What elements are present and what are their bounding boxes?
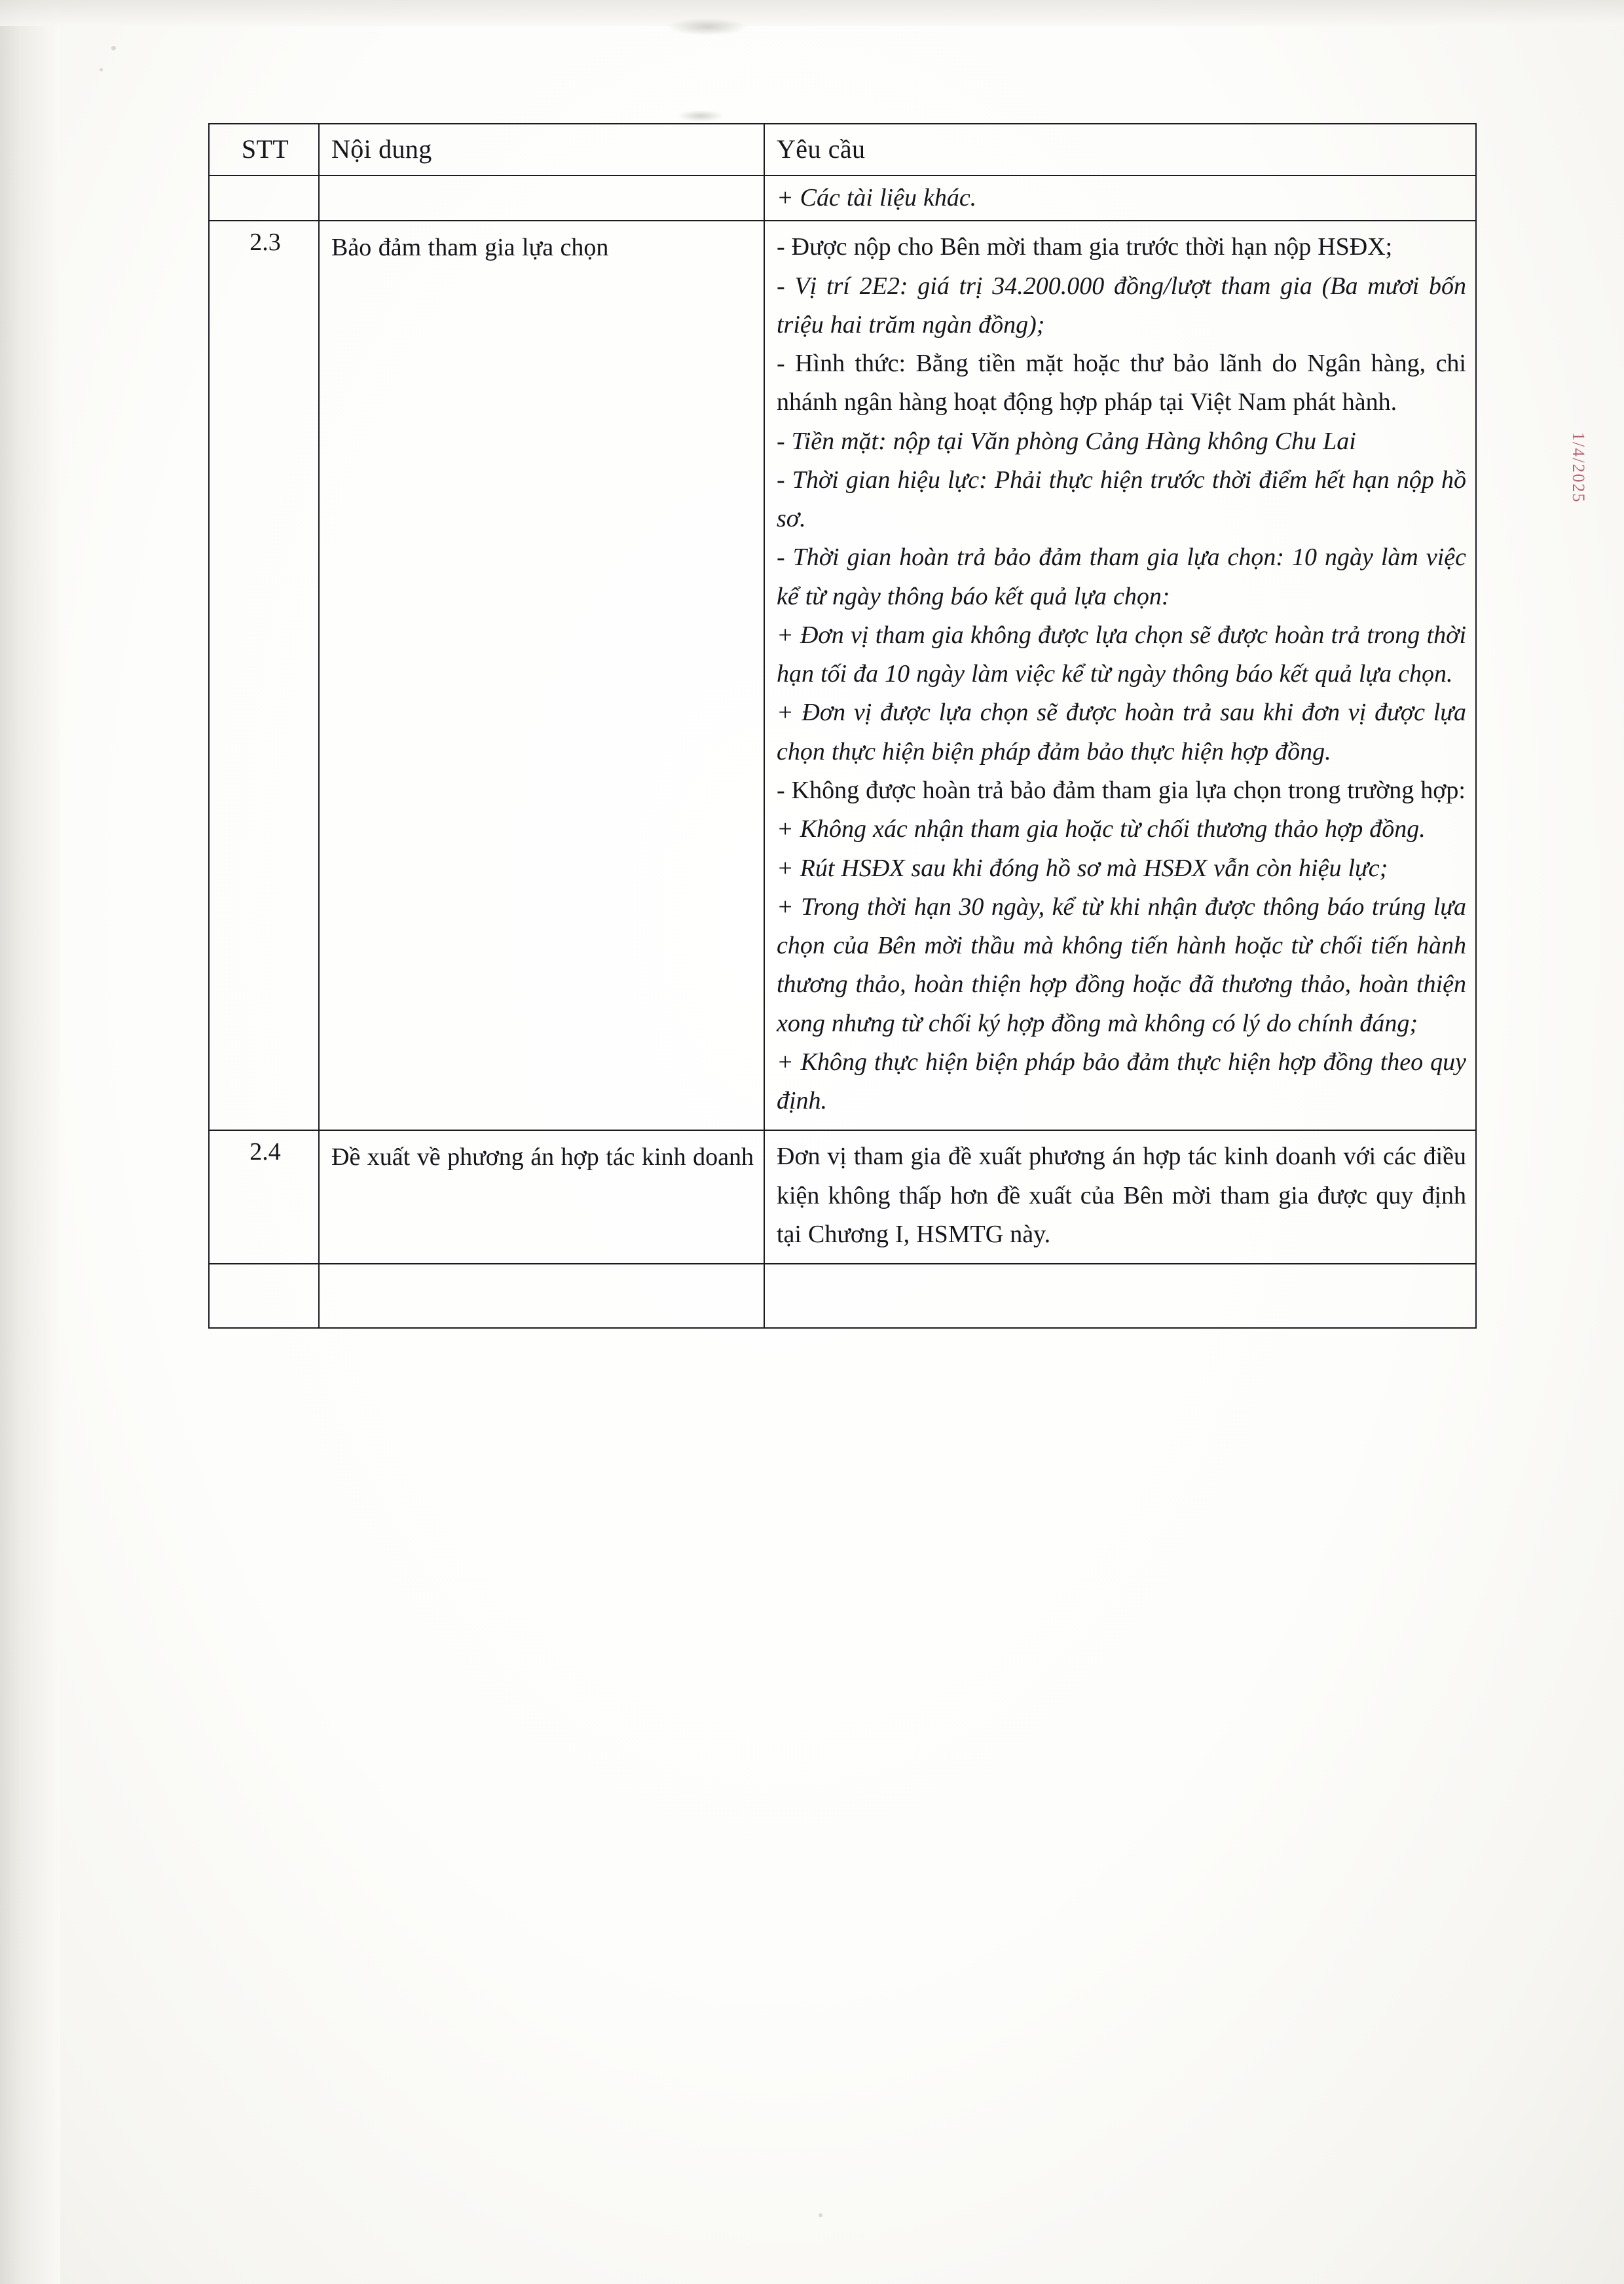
row-noidung <box>319 175 764 221</box>
requirement-line: + Rút HSĐX sau khi đóng hồ sơ mà HSĐX vẫn còn hiệu lực; <box>777 854 1388 882</box>
requirement-line: - Vị trí 2E2: giá trị 34.200.000 đồng/lượt tham gia (Ba mươi bốn triệu hai trăm ngàn đồng); <box>777 272 1466 339</box>
requirement-line: - Không được hoàn trả bảo đảm tham gia lựa chọn trong trường hợp: <box>777 776 1466 804</box>
row-stt <box>209 175 319 221</box>
scan-speck <box>100 68 103 71</box>
requirement-line: + Đơn vị tham gia không được lựa chọn sẽ được hoàn trả trong thời hạn tối đa 10 ngày làm việc kể từ ngày thông báo kết quả lựa chọn. <box>777 621 1466 688</box>
requirement-line: + Các tài liệu khác. <box>777 184 977 212</box>
scan-speck <box>111 46 116 50</box>
requirement-line: - Hình thức: Bằng tiền mặt hoặc thư bảo lãnh do Ngân hàng, chi nhánh ngân hàng hoạt động hợp pháp tại Việt Nam phát hành. <box>777 350 1466 416</box>
row-yeucau <box>764 1130 1476 1264</box>
row-yeucau <box>764 221 1476 1130</box>
scan-smudge <box>668 18 747 35</box>
row-stt-empty <box>209 1264 319 1328</box>
row-yeucau <box>764 175 1476 221</box>
requirement-line: + Không xác nhận tham gia hoặc từ chối thương thảo hợp đồng. <box>777 815 1426 843</box>
header-label-stt: STT <box>241 134 289 164</box>
row-noidung-empty <box>319 1264 764 1328</box>
requirements-table <box>208 123 1477 1329</box>
margin-handwritten-note: 1/4/2025 <box>1569 432 1588 504</box>
requirement-line: - Được nộp cho Bên mời tham gia trước thời hạn nộp HSĐX; <box>777 233 1393 261</box>
requirement-line: - Thời gian hoàn trả bảo đảm tham gia lựa chọn: 10 ngày làm việc kể từ ngày thông báo kết quả lựa chọn: <box>777 543 1466 610</box>
requirement-line: - Thời gian hiệu lực: Phải thực hiện trước thời điểm hết hạn nộp hồ sơ. <box>777 466 1466 533</box>
requirement-line: Đơn vị tham gia đề xuất phương án hợp tác kinh doanh với các điều kiện không thấp hơn đề xuất của Bên mời tham gia được quy định tại Chương I, HSMTG này. <box>777 1143 1466 1248</box>
row-noidung: Đề xuất về phương án hợp tác kinh doanh <box>319 1130 764 1264</box>
table-row <box>209 175 1476 221</box>
header-cell-yeucau <box>764 124 1476 175</box>
header-label-yeucau: Yêu cầu <box>777 134 866 164</box>
scan-left-shadow <box>0 0 60 2284</box>
header-cell-stt <box>209 124 319 175</box>
scan-top-shadow <box>0 0 1624 26</box>
requirement-line: - Tiền mặt: nộp tại Văn phòng Cảng Hàng không Chu Lai <box>777 427 1356 455</box>
header-label-noidung: Nội dung <box>331 134 432 164</box>
row-noidung: Bảo đảm tham gia lựa chọn <box>319 221 764 1130</box>
row-stt: 2.3 <box>209 221 319 1130</box>
requirement-line: + Không thực hiện biện pháp bảo đảm thực hiện hợp đồng theo quy định. <box>777 1048 1466 1115</box>
row-stt: 2.4 <box>209 1130 319 1264</box>
table-row <box>209 221 1476 1130</box>
table-row-empty <box>209 1264 1476 1328</box>
table-header-row <box>209 124 1476 175</box>
requirement-line: + Trong thời hạn 30 ngày, kể từ khi nhận được thông báo trúng lựa chọn của Bên mời thầu mà không tiến hành hoặc từ chối tiến hành thương thảo, hoàn thiện hợp đồng hoặc đã thương thảo, hoàn thiện xong nhưng từ chối ký hợp đồng mà không có lý do chính đáng; <box>777 893 1466 1037</box>
scan-smudge-secondary <box>678 110 724 122</box>
table-row <box>209 1130 1476 1264</box>
requirement-line: + Đơn vị được lựa chọn sẽ được hoàn trả sau khi đơn vị được lựa chọn thực hiện biện pháp đảm bảo thực hiện hợp đồng. <box>777 699 1466 765</box>
scan-speck <box>819 2213 822 2217</box>
row-yeucau-empty <box>764 1264 1476 1328</box>
header-cell-noidung <box>319 124 764 175</box>
